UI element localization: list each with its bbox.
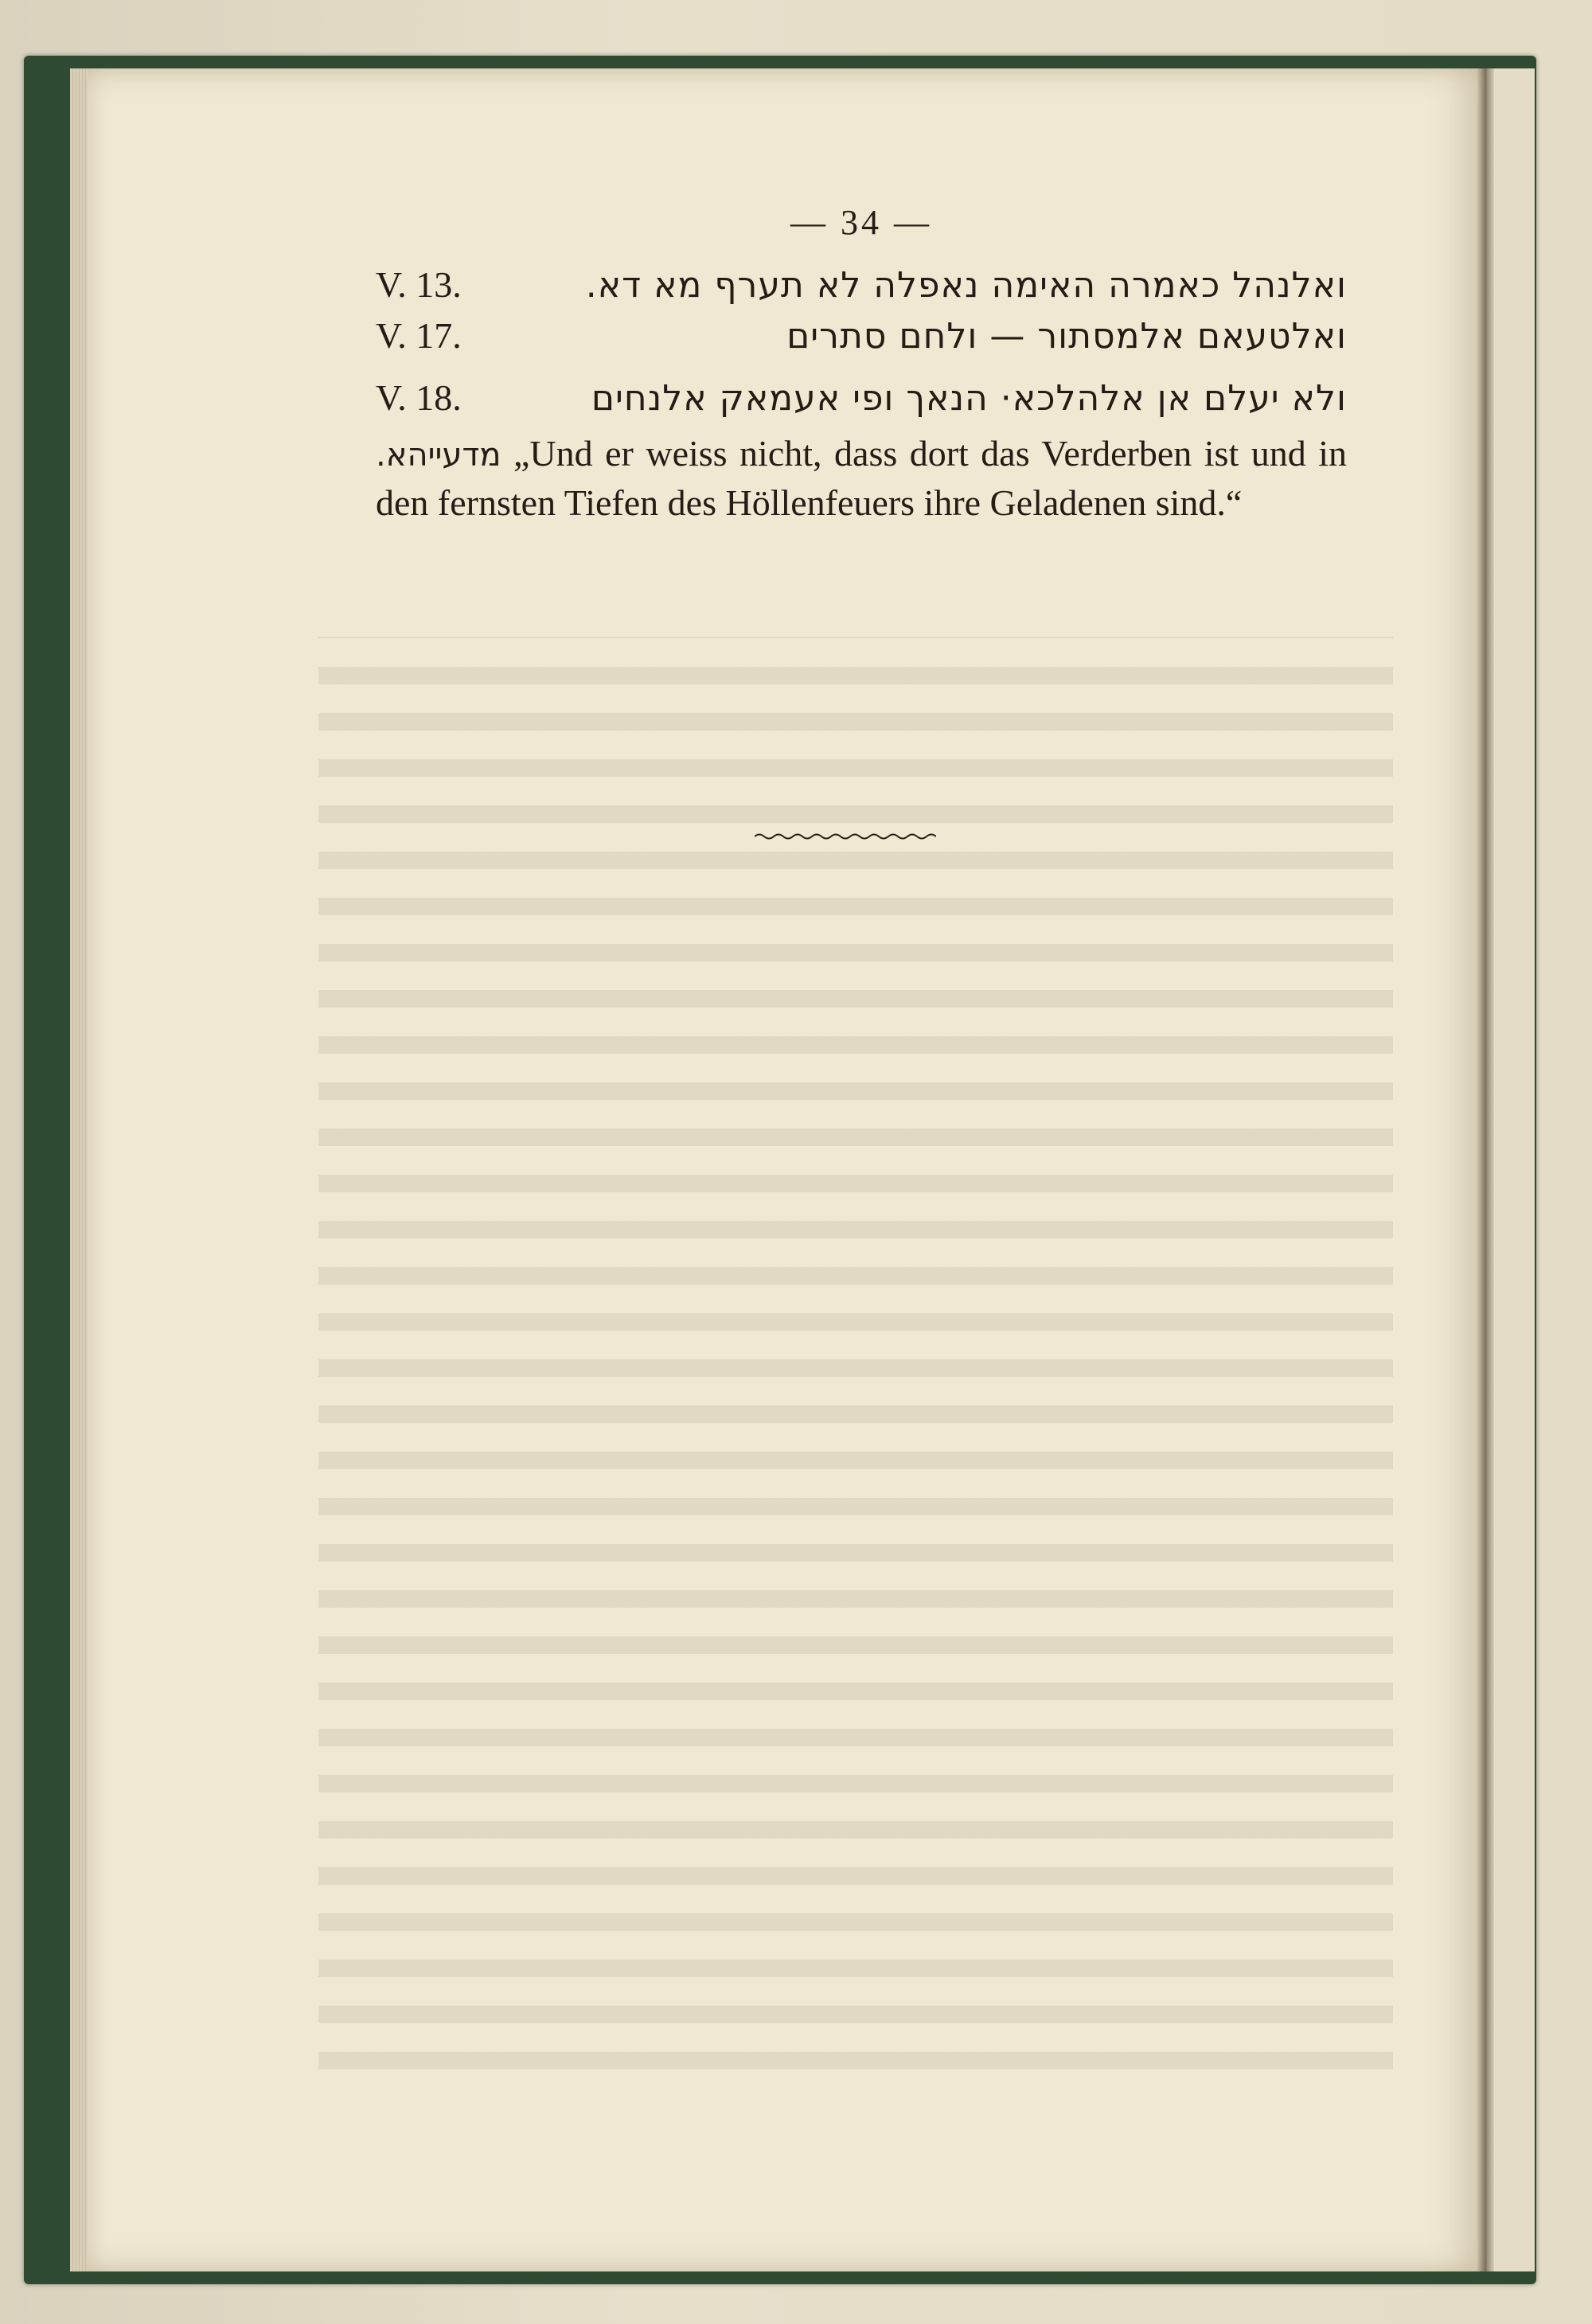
page-number: — 34 —	[790, 203, 932, 242]
hebrew-word: מדעייהא.	[376, 437, 501, 474]
translation-paragraph	[376, 430, 1347, 527]
verse-ref: V. 18.	[376, 377, 462, 418]
verse-line-13	[376, 261, 1347, 312]
hebrew-text: ואלטעאם אלמסתור — ולחם סתרים	[786, 316, 1347, 357]
verse-line-17	[376, 312, 1347, 363]
verse-ref: V. 13.	[376, 264, 462, 305]
page-text	[376, 199, 1347, 527]
spine-shadow	[1477, 68, 1494, 2271]
translation-text: „Und er weiss nicht, dass dort das Verderben ist und in den fernsten Tiefen des Höllenfeuers ihre Geladenen sind.“	[376, 433, 1347, 523]
verse-ref: V. 17.	[376, 315, 462, 356]
facing-page-edge	[1487, 68, 1535, 2271]
verse-line-18	[376, 374, 1347, 425]
hebrew-text: ואלנהל כאמרה האימה נאפלה לא תערף מא דא.	[585, 265, 1347, 306]
hebrew-text: ולא יעלם אן אלהלכא· הנאך ופי אעמאק אלנחים	[591, 378, 1347, 419]
wavy-divider-ornament	[755, 833, 936, 840]
show-through-texture	[318, 637, 1393, 2069]
